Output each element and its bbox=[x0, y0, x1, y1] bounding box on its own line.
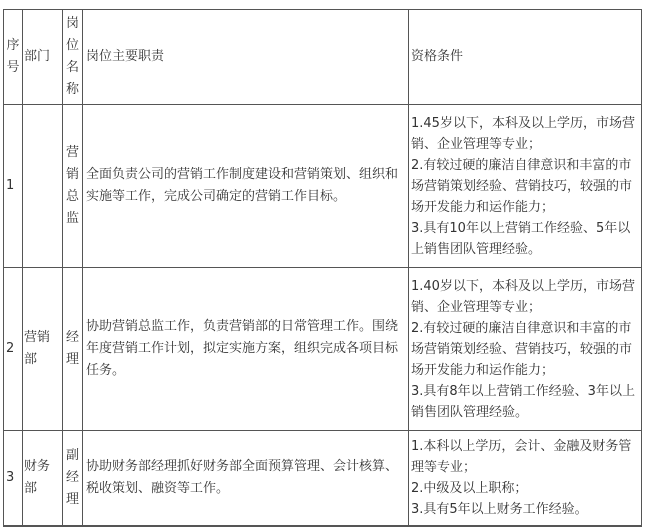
header-position: 岗位名称 bbox=[63, 10, 83, 105]
row-req bbox=[409, 268, 642, 431]
req-line: 3.具有5年以上财务工作经验。 bbox=[411, 502, 588, 517]
row-position: 营销总监 bbox=[63, 105, 83, 268]
row-duty: 全面负责公司的营销工作制度建设和营销策划、组织和实施等工作，完成公司确定的营销工作目标。 bbox=[83, 105, 409, 268]
req-line: 1.40岁以下，本科及以上学历，市场营销、企业管理等专业； bbox=[411, 278, 635, 315]
header-seq: 序号 bbox=[4, 10, 23, 105]
req-line: 3.具有10年以上营销工作经验、5年以上销售团队管理经验。 bbox=[411, 220, 631, 257]
row-req bbox=[409, 105, 642, 268]
row-duty: 协助财务部经理抓好财务部全面预算管理、会计核算、税收策划、融资等工作。 bbox=[83, 431, 409, 526]
row-dept bbox=[23, 105, 63, 268]
table-row bbox=[4, 268, 642, 431]
row-position: 经理 bbox=[63, 268, 83, 431]
row-dept: 财务部 bbox=[23, 431, 63, 526]
header-req: 资格条件 bbox=[409, 10, 642, 105]
req-line: 1.本科以上学历，会计、金融及财务管理等专业； bbox=[411, 439, 632, 475]
job-requirements-table bbox=[3, 9, 642, 527]
header-duty: 岗位主要职责 bbox=[83, 10, 409, 105]
req-line: 2.有较过硬的廉洁自律意识和丰富的市场营销策划经验、营销技巧，较强的市场开发能力和运作能力； bbox=[411, 320, 633, 378]
req-line: 2.中级及以上职称； bbox=[411, 481, 528, 496]
row-seq: 1 bbox=[4, 105, 23, 268]
row-dept: 营销部 bbox=[23, 268, 63, 431]
row-req bbox=[409, 431, 642, 526]
row-position: 副经理 bbox=[63, 431, 83, 526]
table-row bbox=[4, 105, 642, 268]
header-dept: 部门 bbox=[23, 10, 63, 105]
req-line: 3.具有8年以上营销工作经验、3年以上销售团队管理经验。 bbox=[411, 383, 635, 420]
table-header-row bbox=[4, 10, 642, 105]
req-line: 2.有较过硬的廉洁自律意识和丰富的市场营销策划经验、营销技巧，较强的市场开发能力和运作能力； bbox=[411, 157, 633, 215]
table-row-partial bbox=[4, 526, 642, 527]
row-seq: 3 bbox=[4, 431, 23, 526]
req-line: 1.45岁以下，本科及以上学历，市场营销、企业管理等专业； bbox=[411, 115, 635, 152]
table-row bbox=[4, 431, 642, 526]
row-duty: 协助营销总监工作，负责营销部的日常管理工作。围绕年度营销工作计划，拟定实施方案，组织完成各项目标任务。 bbox=[83, 268, 409, 431]
row-seq: 2 bbox=[4, 268, 23, 431]
